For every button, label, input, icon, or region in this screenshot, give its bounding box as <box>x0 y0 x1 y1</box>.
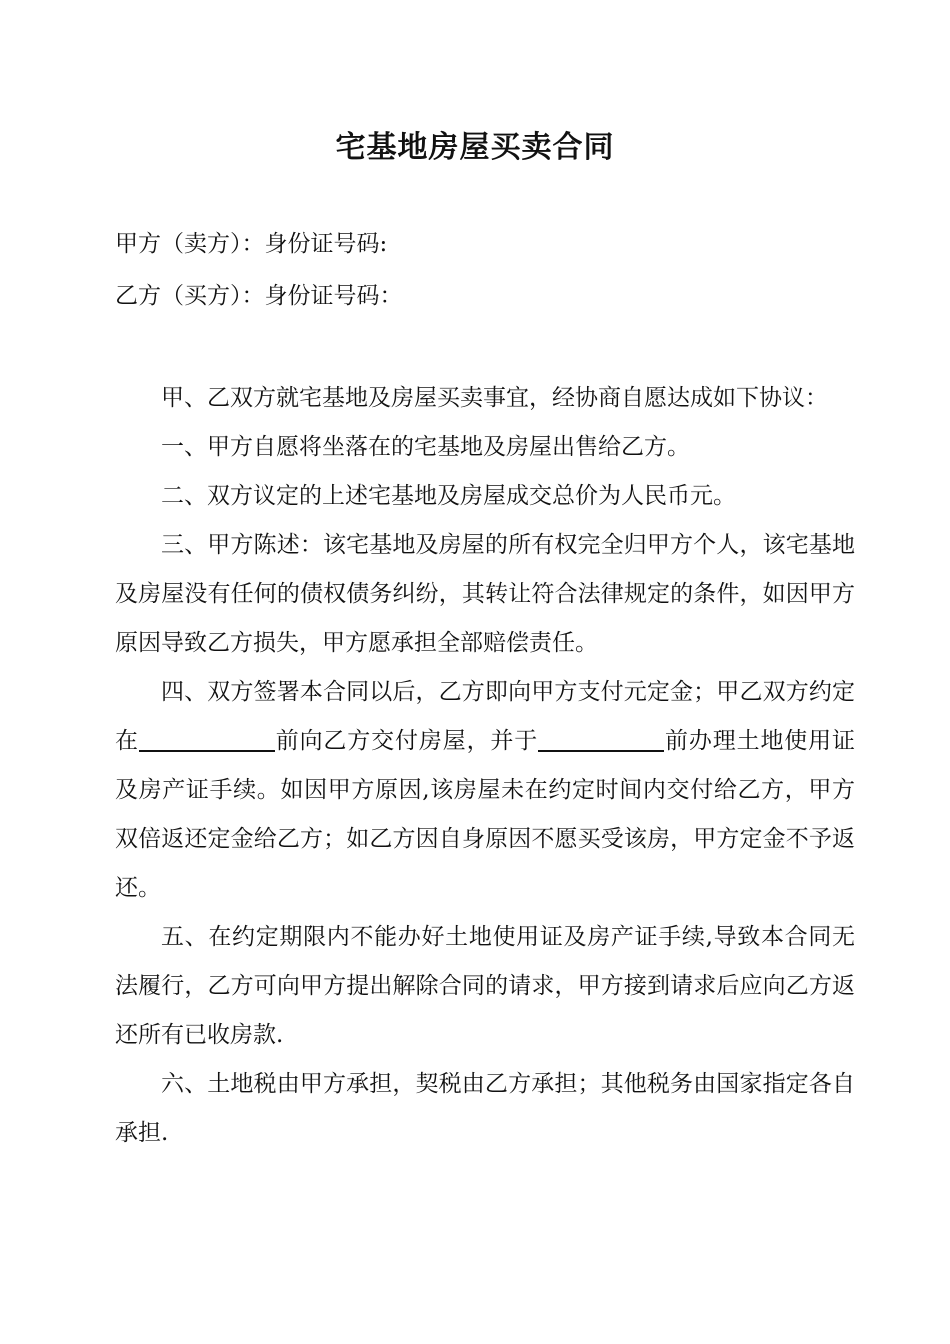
clause-3: 三、甲方陈述：该宅基地及房屋的所有权完全归甲方个人，该宅基地及房屋没有任何的债权债务纠纷，其转让符合法律规定的条件，如因甲方原因导致乙方损失，甲方愿承担全部赔偿责任。 <box>115 532 855 656</box>
party-a-line: 甲方（卖方）：身份证号码: <box>115 231 388 257</box>
contract-body <box>115 374 855 1158</box>
clause-4-text-2: 前向乙方交付房屋，并于 <box>274 728 539 754</box>
clause-4-text-3: 前办理土地使用证及房产证手续。如因甲方原因,该房屋未在约定时间内交付给乙方，甲方双倍返还定金给乙方；如乙方因自身原因不愿买受该房，甲方定金不予返还。 <box>115 728 856 901</box>
intro-paragraph: 甲、乙双方就宅基地及房屋买卖事宜，经协商自愿达成如下协议： <box>161 385 828 411</box>
clause-4-text-1: 四、双方签署本合同以后，乙方即向甲方支付元定金；甲乙双方约定在 <box>115 679 855 754</box>
delivery-date-blank <box>139 727 275 752</box>
certificate-date-blank <box>538 727 664 752</box>
clause-2: 二、双方议定的上述宅基地及房屋成交总价为人民币元。 <box>161 483 736 509</box>
clause-5: 五、在约定期限内不能办好土地使用证及房产证手续,导致本合同无法履行，乙方可向甲方提出解除合同的请求，甲方接到请求后应向乙方返还所有已收房款. <box>115 924 855 1048</box>
clause-1: 一、甲方自愿将坐落在的宅基地及房屋出售给乙方。 <box>161 434 690 460</box>
clause-6: 六、土地税由甲方承担，契税由乙方承担；其他税务由国家指定各自承担. <box>115 1071 855 1146</box>
contract-title: 宅基地房屋买卖合同 <box>335 130 615 165</box>
party-b-line: 乙方（买方）：身份证号码： <box>115 283 403 309</box>
clause-4 <box>115 668 855 913</box>
